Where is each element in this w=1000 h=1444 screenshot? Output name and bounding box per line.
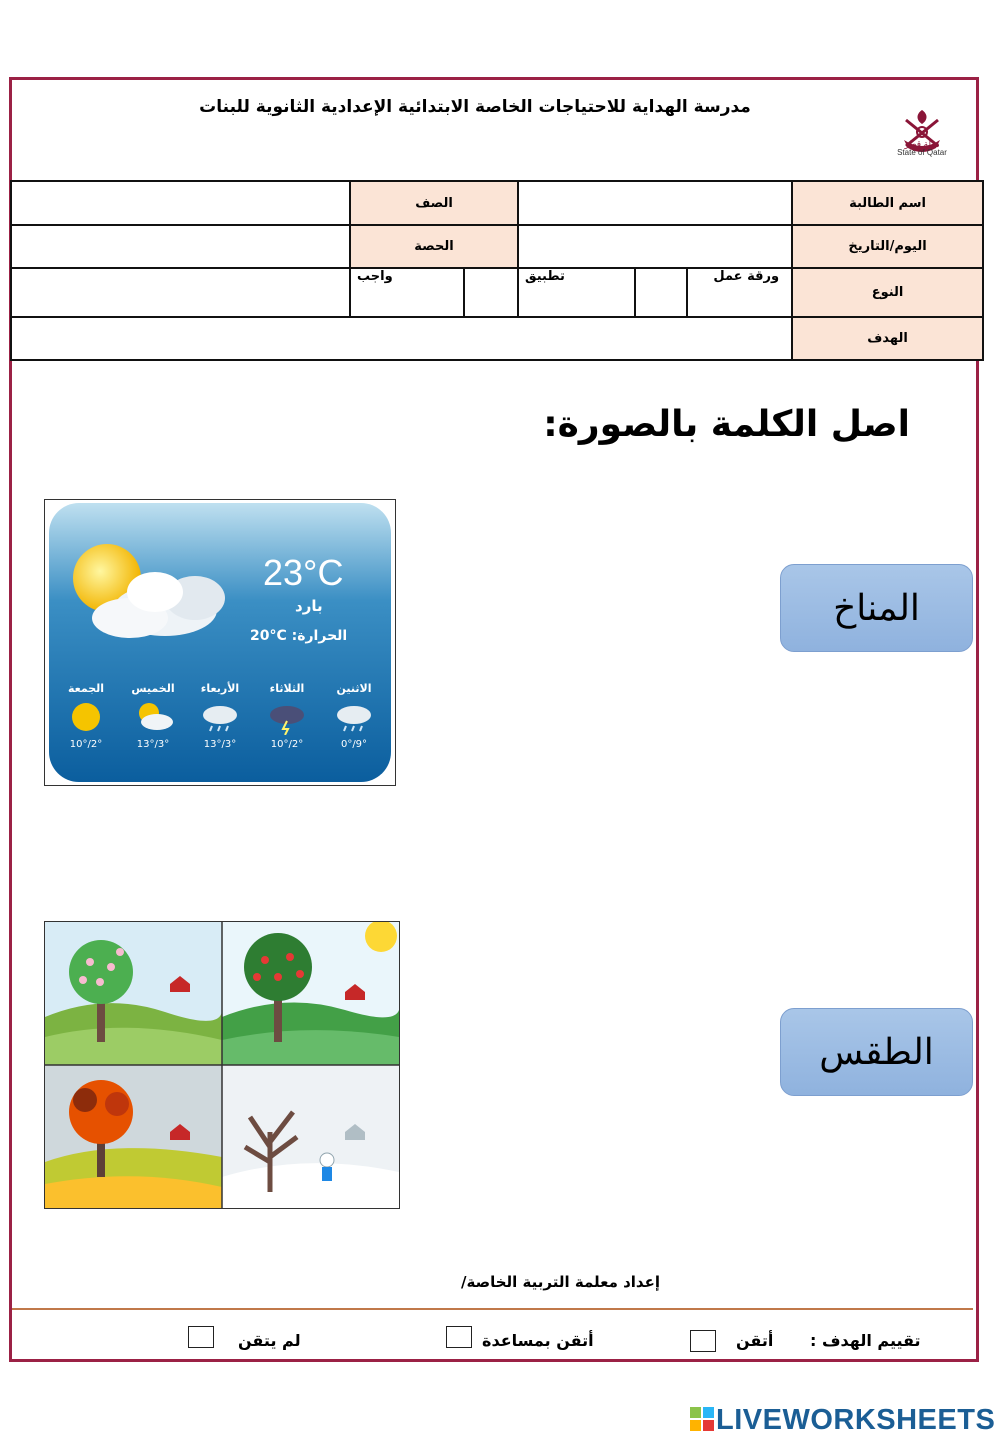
forecast-day-name: الأربعاء [200, 682, 240, 695]
forecast-day-range: 13°/3° [136, 739, 170, 750]
winter-tree-panel [222, 1065, 399, 1208]
forecast-day [323, 682, 385, 750]
school-name: مدرسة الهداية للاحتياجات الخاصة الابتدائية الإعدادية الثانوية للبنات [199, 97, 751, 117]
weather-forecast-image[interactable] [44, 499, 396, 786]
period-label: الحصة [350, 225, 518, 268]
date-label: اليوم/التاريخ [792, 225, 983, 268]
word-card-weather[interactable]: الطقس [780, 1008, 973, 1096]
forecast-day [122, 682, 184, 750]
four-seasons-image[interactable] [44, 921, 400, 1209]
forecast-day-range: 13°/3° [203, 739, 237, 750]
forecast-day [256, 682, 318, 750]
forecast-day [189, 682, 251, 750]
type-worksheet-box[interactable] [635, 268, 687, 317]
word-card-climate[interactable]: المناخ [780, 564, 973, 652]
mastered-with-help-label: أتقن بمساعدة [482, 1331, 594, 1350]
liveworksheets-wordmark: LIVEWORKSHEETS [716, 1403, 996, 1436]
forecast-day-name: الجمعة [67, 682, 105, 695]
forecast-day-range: 10°/2° [270, 739, 304, 750]
weather-feels-like: 20°C :الحرارة [250, 628, 348, 644]
mastered-checkbox[interactable] [690, 1330, 716, 1352]
goal-label: الهدف [792, 317, 983, 360]
class-label: الصف [350, 181, 518, 225]
summer-tree-panel [222, 922, 399, 1065]
weather-temperature: 23°C [263, 552, 344, 593]
forecast-day [55, 682, 117, 750]
period-field[interactable] [11, 225, 350, 268]
student-info-table [10, 180, 984, 361]
sun-icon [64, 695, 108, 735]
student-name-label: اسم الطالبة [792, 181, 983, 225]
type-homework-text: واجب [350, 268, 464, 317]
not-mastered-checkbox[interactable] [188, 1326, 214, 1348]
rain-cloud-icon [332, 695, 376, 735]
prepared-by-text: إعداد معلمة التربية الخاصة/ [461, 1273, 660, 1291]
autumn-tree-panel [45, 1065, 222, 1208]
class-field[interactable] [11, 181, 350, 225]
type-homework-box[interactable] [11, 268, 350, 317]
liveworksheets-brand[interactable] [690, 1403, 995, 1437]
sun-cloud-icon [131, 695, 175, 735]
forecast-day-name: الخميس [131, 682, 175, 695]
spring-tree-panel [45, 922, 222, 1065]
worksheet-instruction: اصل الكلمة بالصورة: [543, 404, 910, 445]
type-application-text: تطبيق [518, 268, 635, 317]
mastered-with-help-checkbox[interactable] [446, 1326, 472, 1348]
type-application-box[interactable] [464, 268, 518, 317]
logo-caption: State of Qatar [897, 148, 947, 157]
mastered-label: أتقن [736, 1331, 774, 1350]
logo-arabic-text: دولة قطر [904, 139, 940, 149]
not-mastered-label: لم يتقن [238, 1331, 301, 1350]
forecast-day-name: الاثنين [336, 682, 372, 695]
storm-cloud-icon [265, 695, 309, 735]
type-worksheet-text: ورقة عمل [687, 268, 792, 317]
evaluation-label: تقييم الهدف : [810, 1331, 921, 1350]
student-name-field[interactable] [518, 181, 792, 225]
goal-field[interactable] [11, 317, 792, 360]
forecast-day-range: 10°/2° [69, 739, 103, 750]
forecast-day-range: 0°/9° [340, 739, 368, 750]
footer-divider [12, 1308, 973, 1310]
date-field[interactable] [518, 225, 792, 268]
weather-condition: بارد [295, 597, 323, 615]
rain-cloud-icon [198, 695, 242, 735]
forecast-day-name: الثلاثاء [269, 682, 305, 695]
forecast-row [55, 682, 385, 750]
liveworksheets-logo-icon [690, 1407, 716, 1433]
type-label: النوع [792, 268, 983, 317]
